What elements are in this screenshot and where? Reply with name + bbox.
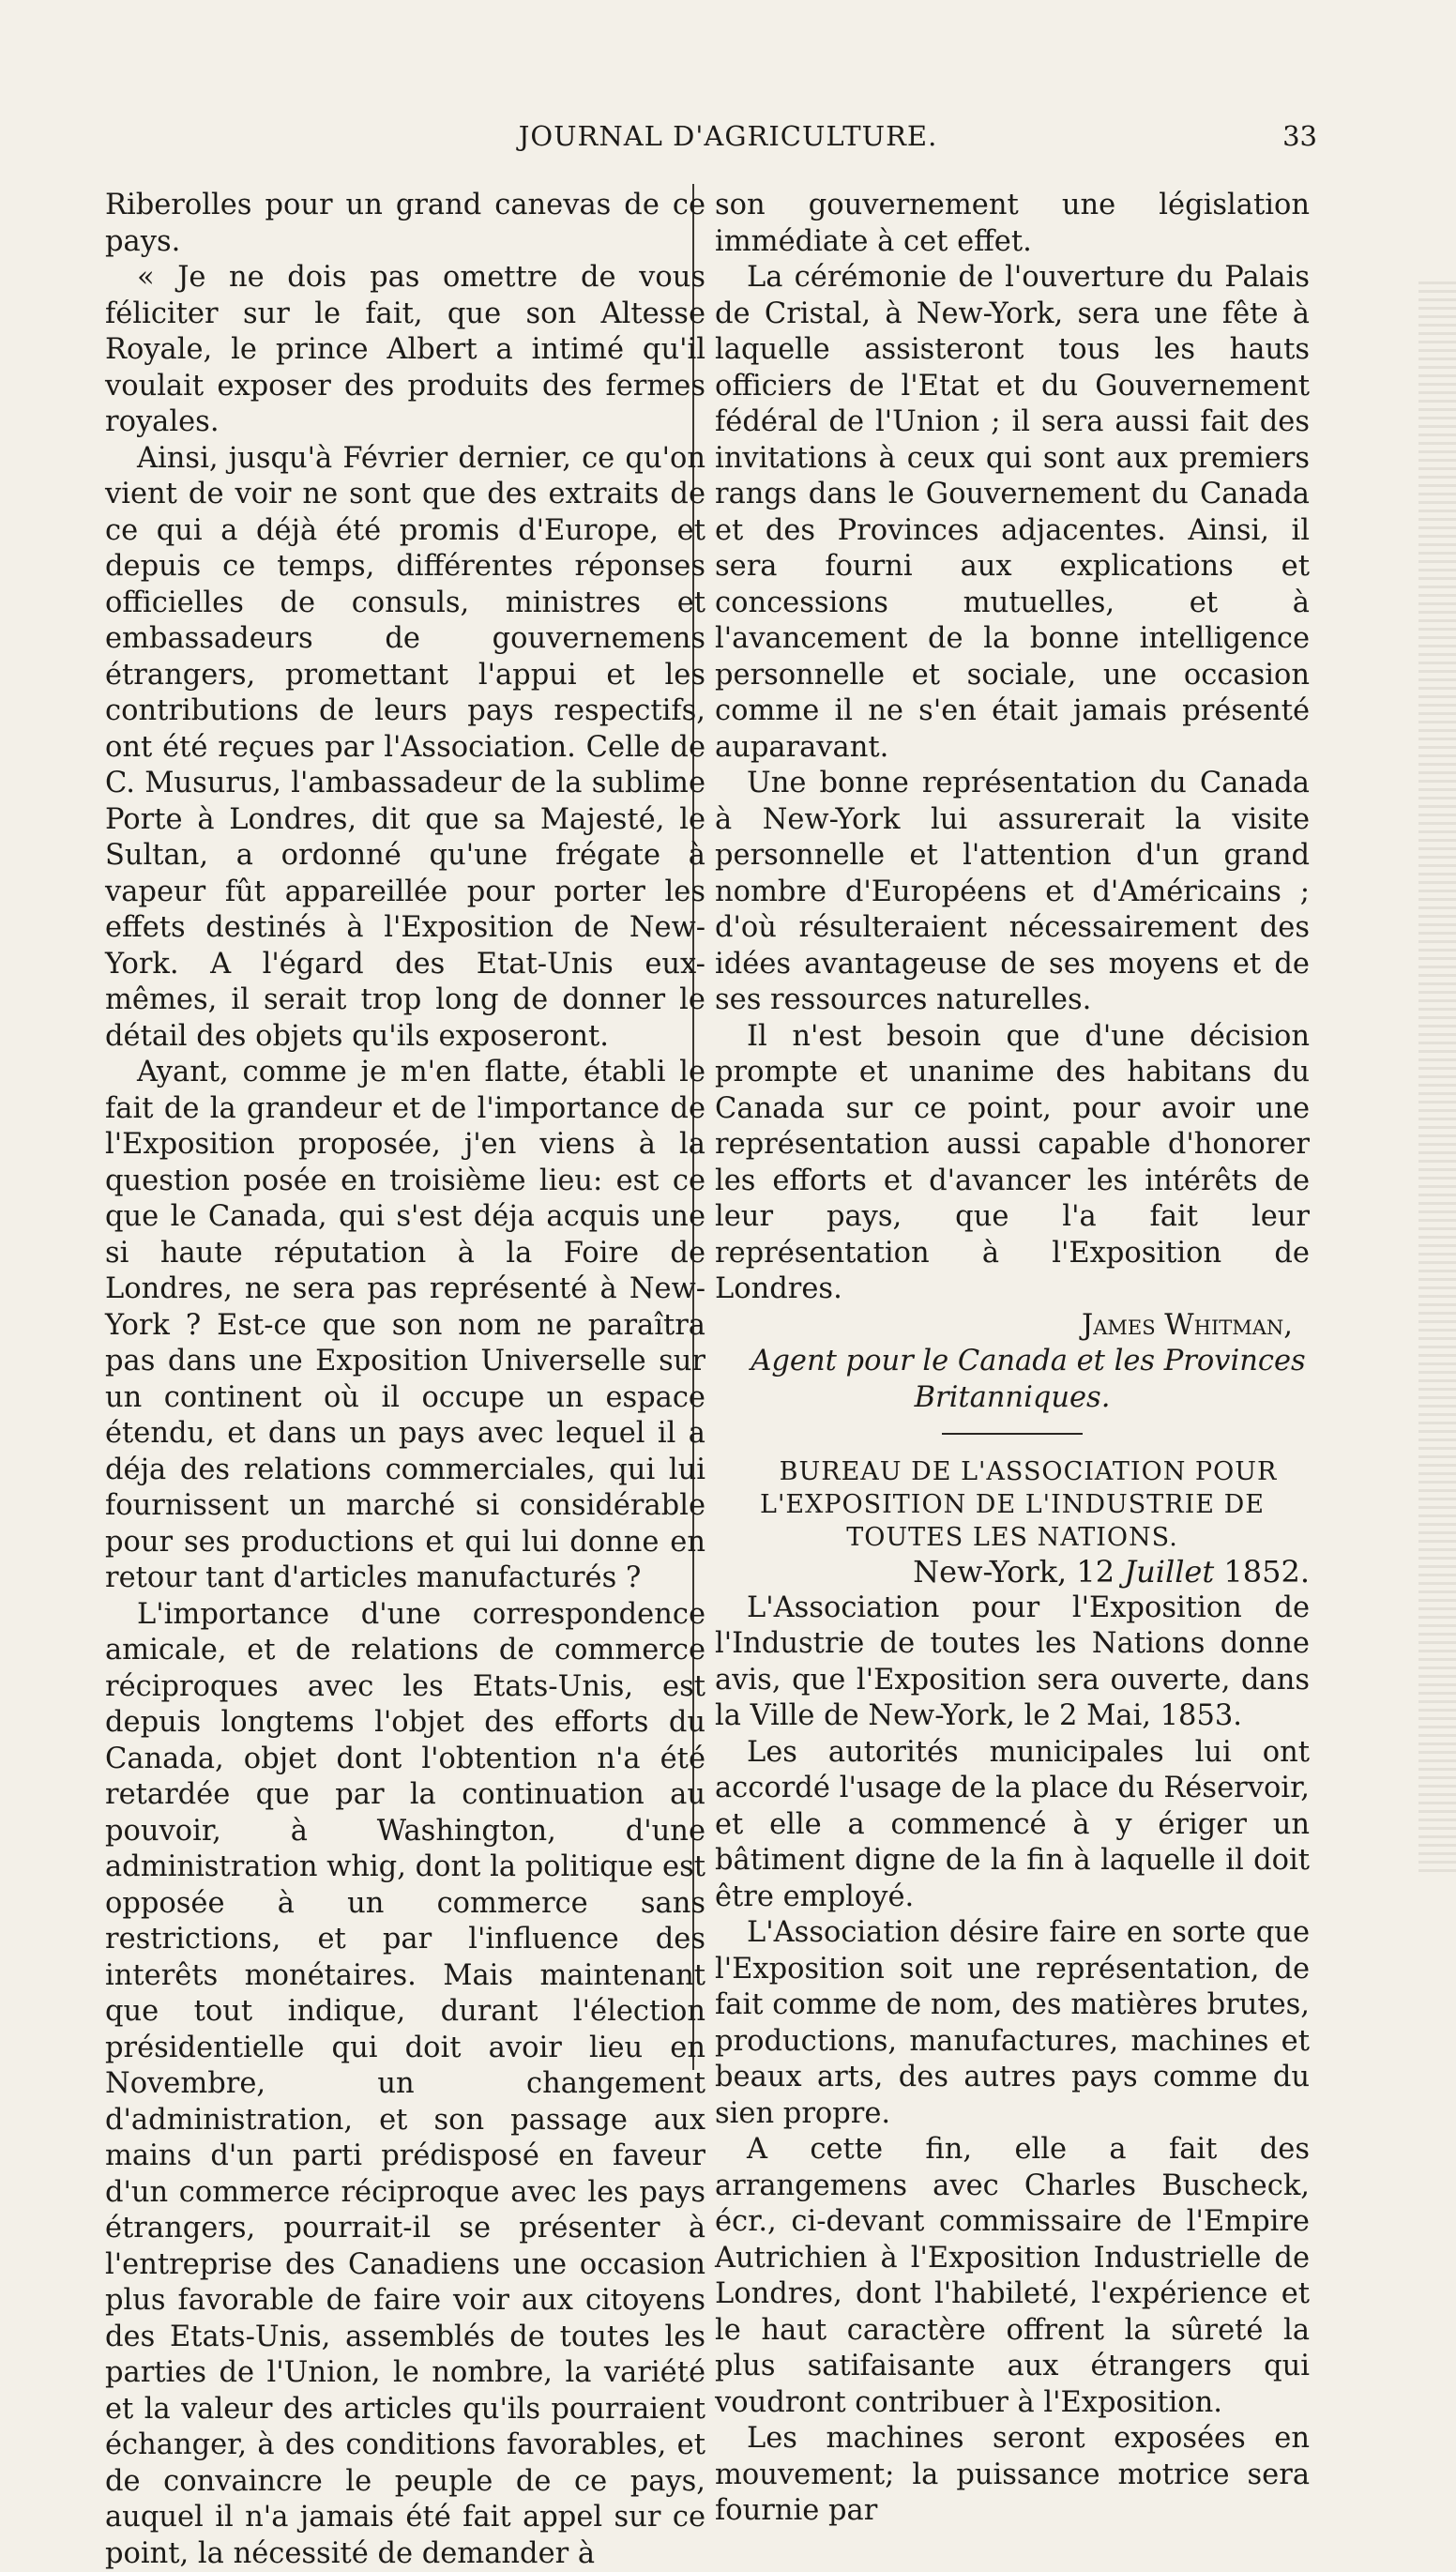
- paragraph: Riberolles pour un grand canevas de ce pays.: [105, 188, 705, 260]
- running-head: [0, 113, 1456, 160]
- dateline: [715, 1554, 1310, 1590]
- dateline-place: New-York, 12: [913, 1554, 1124, 1590]
- paragraph: Ayant, comme je m'en flatte, établi le fait de la grandeur et de l'importance de l'Exposition proposée, j'en viens à la question posée en troisième lieu: est ce que le Canada, qui s'est déja acquis une si haute réputation à la Foire de Londres, ne sera pas représenté à New-York ? Est-ce que son nom ne paraîtra pas dans une Exposition Universelle sur un continent où il occupe un espace étendu, et dans un pays avec lequel il a déja des relations commerciales, qui lui fournissent un marché si considérable pour ses productions et qui lui donne en retour tant d'articles manufacturés ?: [105, 1055, 705, 1597]
- section-heading: BUREAU DE L'ASSOCIATION POUR L'EXPOSITION DE L'INDUSTRIE DE TOUTES LES NATIONS.: [715, 1455, 1310, 1554]
- paragraph: L'Association pour l'Exposition de l'Industrie de toutes les Nations donne avis, que l'Exposition sera ouverte, dans la Ville de New-York, le 2 Mai, 1853.: [715, 1590, 1310, 1735]
- dateline-month: Juillet: [1124, 1554, 1214, 1590]
- page-number: 33: [1282, 120, 1317, 152]
- journal-title: JOURNAL D'AGRICULTURE.: [0, 120, 1456, 152]
- left-column: [105, 188, 705, 2572]
- paragraph: L'importance d'une correspondence amicale, et de relations de commerce réciproques avec les Etats-Unis, est depuis longtems l'objet des efforts du Canada, objet dont l'obtention n'a été retardée que par la continuation au pouvoir, à Washington, d'une administration whig, dont la politique est opposée à un commerce sans restrictions, et par l'influence des interêts monétaires. Mais maintenant que tout indique, durant l'élection présidentielle qui doit avoir lieu en Novembre, un changement d'administration, et son passage aux mains d'un parti prédisposé en faveur d'un commerce réciproque avec les pays étrangers, pourrait-il se présenter à l'entreprise des Canadiens une occasion plus favorable de faire voir aux citoyens des Etats-Unis, assemblés de toutes les parties de l'Union, le nombre, la variété et la valeur des articles qu'ils pourraient échanger, à des conditions favorables, et de convaincre le peuple de ce pays, auquel il n'a jamais été fait appel sur ce point, la nécessité de demander à: [105, 1597, 705, 2572]
- paragraph: Il n'est besoin que d'une décision prompte et unanime des habitans du Canada sur ce point, pour avoir une représentation aussi capable d'honorer les efforts et d'avancer les intérêts de leur pays, que l'a fait leur représentation à l'Exposition de Londres.: [715, 1019, 1310, 1308]
- right-column: [715, 188, 1310, 2530]
- paragraph: Les machines seront exposées en mouvement; la puissance motrice sera fournie par: [715, 2421, 1310, 2530]
- dateline-year: 1852.: [1214, 1554, 1310, 1590]
- paragraph: Une bonne représentation du Canada à New-York lui assurerait la visite personnelle et l'attention d'un grand nombre d'Européens et d'Américains ; d'où résulteraient nécessairement des idées avantageuse de ses moyens et de ses ressources naturelles.: [715, 766, 1310, 1019]
- paragraph: son gouvernement une législation immédiate à cet effet.: [715, 188, 1310, 260]
- section-divider: [942, 1433, 1083, 1435]
- paragraph: L'Association désire faire en sorte que l'Exposition soit une représentation, de fait comme de nom, des matières brutes, productions, manufactures, machines et beaux arts, des autres pays comme du sien propre.: [715, 1915, 1310, 2132]
- paragraph: Ainsi, jusqu'à Février dernier, ce qu'on vient de voir ne sont que des extraits de ce qui a déjà été promis d'Europe, et depuis ce temps, différentes réponses officielles de consuls, ministres et embassadeurs de gouvernemens étrangers, promettant l'appui et les contributions de leurs pays respectifs, ont été reçues par l'Association. Celle de C. Musurus, l'ambassadeur de la sublime Porte à Londres, dit que sa Majesté, le Sultan, a ordonné qu'une frégate à vapeur fût appareillée pour porter les effets destinés à l'Exposition de New-York. A l'égard des Etat-Unis eux-mêmes, il serait trop long de donner le détail des objets qu'ils exposeront.: [105, 441, 705, 1056]
- paragraph: A cette fin, elle a fait des arrangemens avec Charles Buscheck, écr., ci-devant commissaire de l'Empire Autrichien à l'Exposition Industrielle de Londres, dont l'habileté, l'expérience et le haut caractère offrent la sûreté la plus satifaisante aux étrangers qui voudront contribuer à l'Exposition.: [715, 2132, 1310, 2421]
- signature-name: James Whitman,: [715, 1308, 1310, 1345]
- signature-role: Agent pour le Canada et les Provinces Britanniques.: [715, 1344, 1310, 1416]
- paragraph: Les autorités municipales lui ont accordé l'usage de la place du Réservoir, et elle a commencé à y ériger un bâtiment digne de la fin à laquelle il doit être employé.: [715, 1735, 1310, 1916]
- paragraph: « Je ne dois pas omettre de vous féliciter sur le fait, que son Altesse Royale, le prince Albert a intimé qu'il voulait exposer des produits des fermes royales.: [105, 260, 705, 441]
- scan-edge-artifact: [1418, 282, 1456, 1877]
- paragraph: La cérémonie de l'ouverture du Palais de Cristal, à New-York, sera une fête à laquelle assisteront tous les hauts officiers de l'Etat et du Gouvernement fédéral de l'Union ; il sera aussi fait des invitations à ceux qui sont aux premiers rangs dans le Gouvernement du Canada et des Provinces adjacentes. Ainsi, il sera fourni aux explications et concessions mutuelles, et à l'avancement de la bonne intelligence personnelle et sociale, une occasion comme il ne s'en était jamais présenté auparavant.: [715, 260, 1310, 766]
